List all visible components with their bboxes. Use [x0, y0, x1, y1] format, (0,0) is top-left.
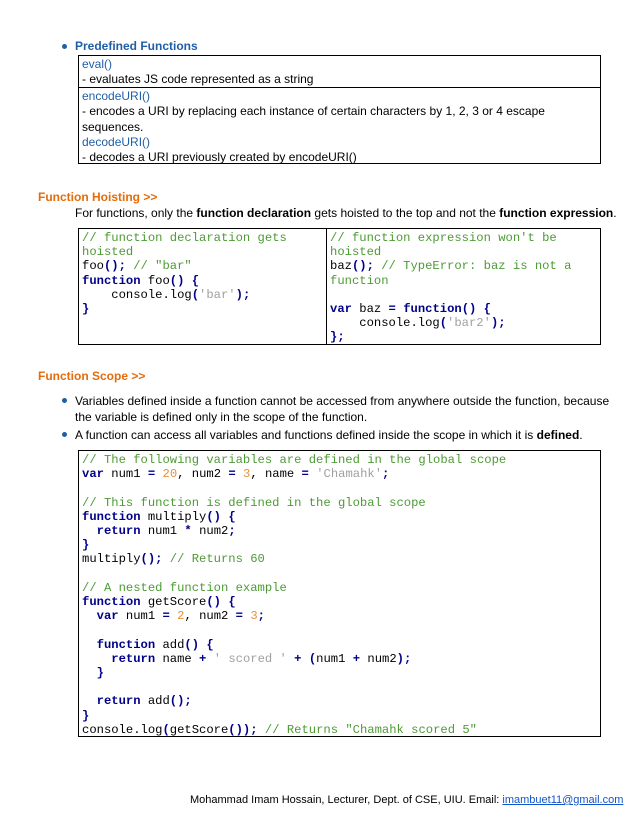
page-footer: [190, 794, 623, 806]
footer-email-link[interactable]: imambuet11@gmail.com: [502, 794, 624, 806]
scope-code: // The following variables are defined in the global scope var num1 = 20, num2 = 3, name = 'Chamahk'; // This function is defined in the global scope function multiply() { return num1 * num2; } multiply(); // Returns 60 // A nested function example function getScore() { var num1 = 2, num2 = 3; function add() { return name + ' scored ' + (num1 + num2); } return add(); } console.log(getScore()); // Returns "Chamahk scored 5": [82, 453, 507, 737]
bullet-icon: [62, 44, 67, 49]
scope-bullet-1-line-2: the variable is defined only in the scope of the function.: [75, 410, 368, 424]
bullet-icon: [62, 398, 67, 403]
footer-text: Mohammad Imam Hossain, Lecturer, Dept. of CSE, UIU. Email:: [190, 794, 503, 806]
predefined-functions-heading: Predefined Functions: [75, 39, 198, 53]
function-hoisting-heading: Function Hoisting >>: [38, 190, 158, 204]
function-declaration-code: // function declaration gets hoisted foo(); // "bar" function foo() { console.log('bar'); }: [82, 231, 287, 317]
bullet-icon: [62, 432, 67, 437]
hoisting-intro: For functions, only the function declaration gets hoisted to the top and not the function expression.: [75, 206, 617, 220]
hoisting-code-table: [78, 228, 601, 345]
decodeuri-description: - decodes a URI previously created by encodeURI(): [82, 150, 357, 164]
eval-description: - evaluates JS code represented as a string: [82, 72, 314, 86]
predefined-functions-table: [78, 55, 601, 164]
function-scope-heading: Function Scope >>: [38, 369, 146, 383]
scope-code-box: [78, 450, 601, 737]
eval-name: eval(): [82, 57, 113, 71]
decodeuri-name: decodeURI(): [82, 135, 151, 149]
scope-bullet-1-line-1: Variables defined inside a function cannot be accessed from anywhere outside the function, because: [75, 394, 610, 408]
encodeuri-name: encodeURI(): [82, 89, 151, 103]
encodeuri-description: - encodes a URI by replacing each instance of certain characters by 1, 2, 3 or 4 escape sequences.: [82, 104, 545, 134]
scope-bullet-2: A function can access all variables and functions defined inside the scope in which it is defined.: [75, 428, 583, 442]
function-expression-code: // function expression won't be hoisted baz(); // TypeError: baz is not a function var baz = function() { console.log('bar2'); };: [330, 231, 572, 345]
